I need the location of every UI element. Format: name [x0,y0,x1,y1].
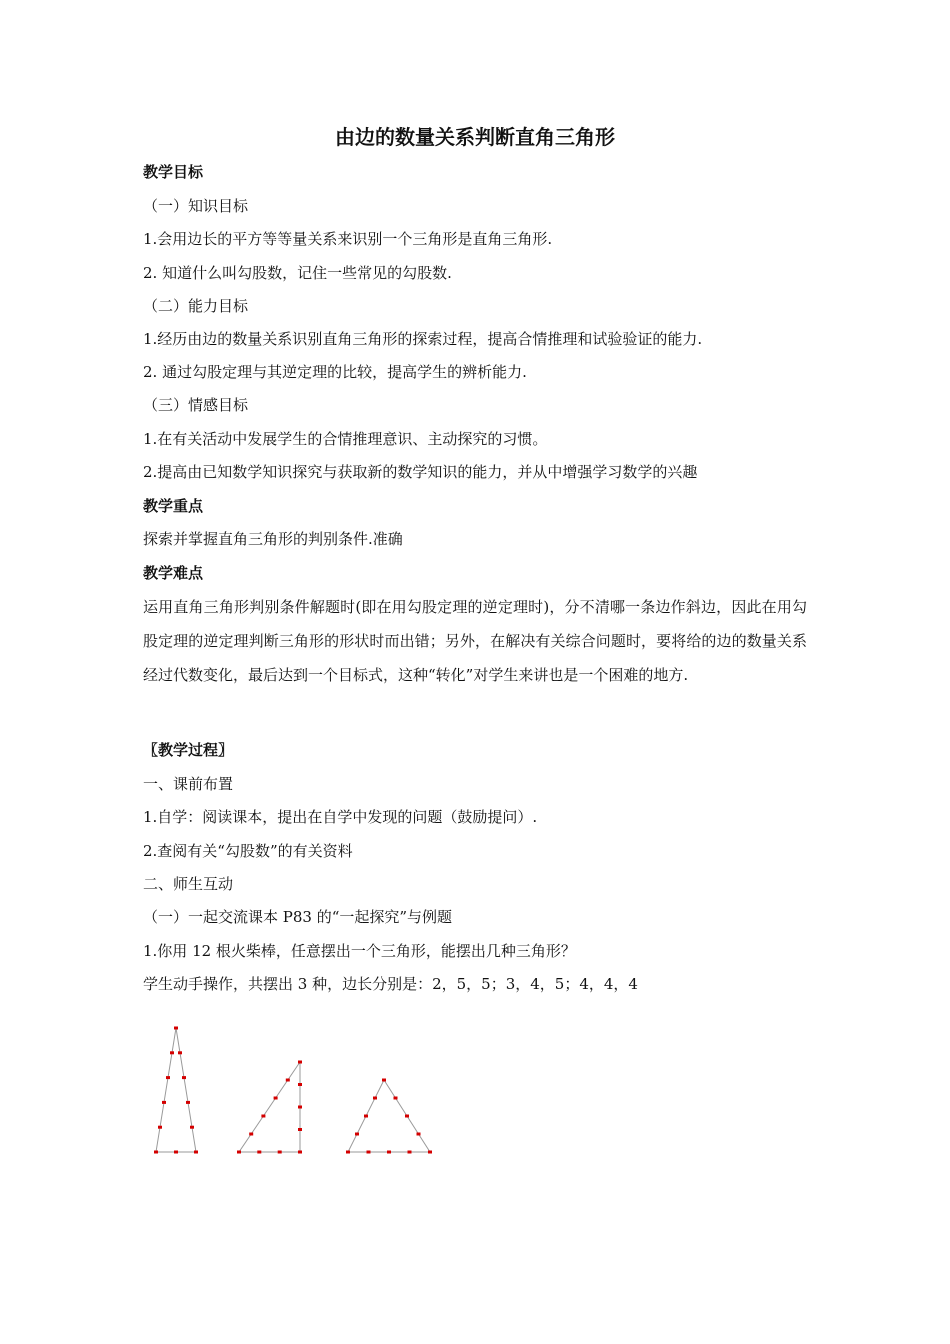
matchstick-joint-marker [367,1151,371,1154]
matchstick-joint-marker [194,1151,198,1154]
matchstick-joint-marker [174,1151,178,1154]
goals-heading: 教学目标 [143,163,204,181]
ability-goals-heading: （二）能力目标 [143,297,249,315]
difficulties-heading: 教学难点 [143,564,204,582]
section1-item-1: 1.自学：阅读课本，提出在自学中发现的问题（鼓励提问）. [143,808,538,826]
matchstick-joint-marker [261,1115,265,1118]
emotion-goals-heading: （三）情感目标 [143,396,249,414]
section2-heading: 二、师生互动 [143,875,234,893]
matchstick-joint-marker [382,1079,386,1082]
ability-goal-2: 2. 通过勾股定理与其逆定理的比较，提高学生的辨析能力. [143,363,527,381]
triangle-4-4-4 [346,1079,432,1154]
triangle-outline [348,1080,430,1152]
key-points-heading: 教学重点 [143,497,204,515]
matchstick-joint-marker [364,1115,368,1118]
matchstick-joint-marker [408,1151,412,1154]
matchstick-joint-marker [186,1101,190,1104]
triangle-2-5-5 [154,1027,198,1154]
matchstick-joint-marker [158,1126,162,1129]
matchstick-joint-marker [162,1101,166,1104]
section1-heading: 一、课前布置 [143,775,234,793]
section2-sub1: （一）一起交流课本 P83 的“一起探究”与例题 [143,908,453,926]
matchstick-joint-marker [355,1133,359,1136]
process-heading: 〖教学过程〗 [143,741,234,759]
matchstick-joint-marker [417,1133,421,1136]
section2-answer: 学生动手操作，共摆出 3 种，边长分别是：2，5，5；3，4，5；4，4，4 [143,975,638,993]
matchstick-joint-marker [178,1051,182,1054]
matchstick-joint-marker [166,1076,170,1079]
matchstick-joint-marker [278,1151,282,1154]
section2-question: 1.你用 12 根火柴棒，任意摆出一个三角形，能摆出几种三角形？ [143,942,576,960]
matchstick-joint-marker [274,1097,278,1100]
matchstick-joint-marker [190,1126,194,1129]
knowledge-goal-1: 1.会用边长的平方等等量关系来识别一个三角形是直角三角形. [143,230,553,248]
matchstick-joint-marker [428,1151,432,1154]
matchstick-triangles-figure [140,1018,450,1164]
matchstick-joint-marker [249,1133,253,1136]
matchstick-joint-marker [346,1151,350,1154]
matchstick-joint-marker [298,1083,302,1086]
emotion-goal-1: 1.在有关活动中发展学生的合情推理意识、主动探究的习惯。 [143,430,548,448]
matchstick-joint-marker [286,1079,290,1082]
section1-item-2: 2.查阅有关“勾股数”的有关资料 [143,842,353,860]
key-points-text: 探索并掌握直角三角形的判别条件.准确 [143,530,403,548]
matchstick-joint-marker [237,1151,241,1154]
matchstick-joint-marker [405,1115,409,1118]
difficulties-text: 运用直角三角形判别条件解题时(即在用勾股定理的逆定理时)，分不清哪一条边作斜边，因此在用勾股定理的逆定理判断三角形的形状时而出错；另外，在解决有关综合问题时，要将给的边的数量关系经过代数变化，最后达到一个目标式，这种“转化”对学生来讲也是一个困难的地方. [143,598,807,684]
matchstick-joint-marker [174,1027,178,1030]
ability-goal-1: 1.经历由边的数量关系识别直角三角形的探索过程，提高合情推理和试验验证的能力. [143,330,703,348]
matchstick-joint-marker [298,1061,302,1064]
matchstick-joint-marker [257,1151,261,1154]
knowledge-goals-heading: （一）知识目标 [143,197,249,215]
triangle-3-4-5 [237,1061,302,1154]
triangle-outline [156,1028,196,1152]
emotion-goal-2: 2.提高由已知数学知识探究与获取新的数学知识的能力，并从中增强学习数学的兴趣 [143,463,698,481]
matchstick-joint-marker [394,1097,398,1100]
matchstick-joint-marker [182,1076,186,1079]
triangle-outline [239,1062,300,1152]
document-title: 由边的数量关系判断直角三角形 [335,125,615,149]
matchstick-joint-marker [170,1051,174,1054]
matchstick-joint-marker [373,1097,377,1100]
matchstick-joint-marker [387,1151,391,1154]
matchstick-triangles-svg [140,1018,450,1164]
matchstick-joint-marker [298,1106,302,1109]
matchstick-joint-marker [298,1151,302,1154]
matchstick-joint-marker [154,1151,158,1154]
matchstick-joint-marker [298,1128,302,1131]
knowledge-goal-2: 2. 知道什么叫勾股数，记住一些常见的勾股数. [143,264,452,282]
